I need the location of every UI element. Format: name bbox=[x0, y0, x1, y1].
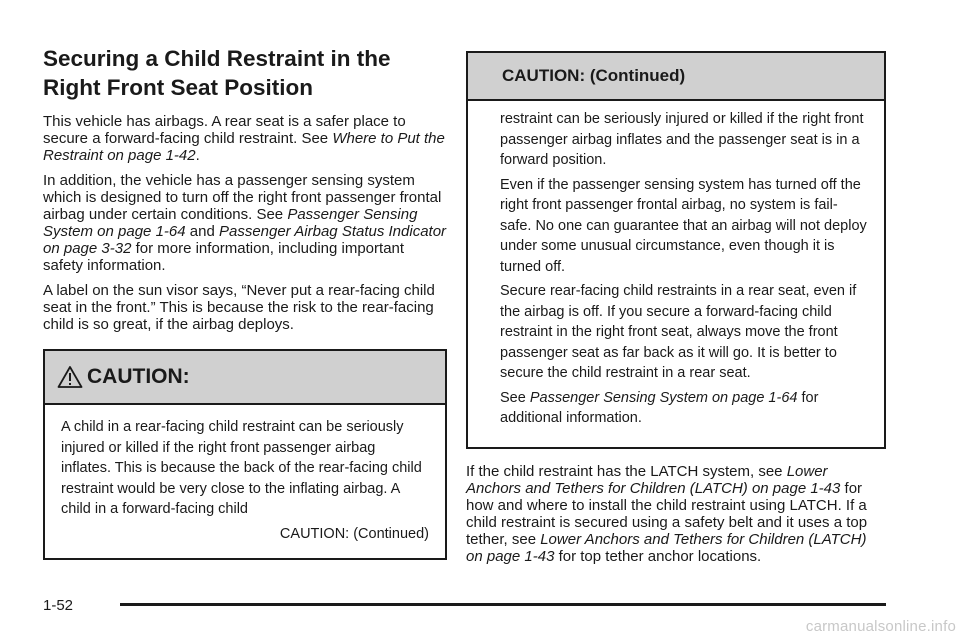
page-number: 1-52 bbox=[43, 597, 74, 614]
caution-text bbox=[500, 388, 868, 429]
caution-continued-label: CAUTION: (Continued) bbox=[279, 525, 429, 542]
cross-reference-link[interactable]: Passenger Sensing System on page 1-64 bbox=[529, 389, 798, 406]
cross-reference-link[interactable]: Passenger Sensing System on page 1-64 bbox=[43, 206, 418, 240]
paragraph-text: for top tether anchor locations. bbox=[554, 547, 762, 565]
paragraph-text: for additional information. bbox=[500, 389, 819, 426]
paragraph-text: and bbox=[185, 223, 219, 240]
right-column bbox=[466, 44, 886, 573]
caution-header bbox=[45, 351, 445, 405]
paragraph-sensing-system bbox=[43, 172, 447, 274]
paragraph-text: for how and where to install the child restraint using LATCH. If a child restraint is secured using a safety belt and it uses a top tether, see bbox=[466, 479, 868, 548]
caution-text: Secure rear-facing child restraints in a rear seat, even if the airbag is off. If you secure a forward-facing child restraint in the right front seat, always move the front passenger seat as far back as it will go. It is better to secure the child restraint in a rear seat. bbox=[500, 283, 857, 381]
paragraph-text: . bbox=[195, 147, 200, 164]
caution-continued-box bbox=[466, 51, 886, 449]
caution-header bbox=[468, 53, 884, 101]
paragraph-text: If the child restraint has the LATCH system, see bbox=[466, 462, 787, 480]
caution-box bbox=[43, 349, 447, 560]
caution-body bbox=[468, 101, 884, 447]
cross-reference-link[interactable]: Lower Anchors and Tethers for Children (LATCH) on page 1-43 bbox=[466, 530, 867, 565]
caution-body bbox=[45, 405, 445, 558]
caution-title: CAUTION: bbox=[87, 365, 190, 388]
paragraph-latch bbox=[466, 463, 886, 565]
cross-reference-link[interactable]: Passenger Airbag Status Indicator on page 3-32 bbox=[43, 223, 447, 257]
paragraph-text: This vehicle has airbags. A rear seat is a safer place to secure a forward-facing child restraint. See bbox=[43, 113, 406, 147]
cross-reference-link[interactable]: Where to Put the Restraint on page 1-42 bbox=[43, 130, 445, 164]
paragraph-rear-seat bbox=[43, 113, 447, 164]
caution-text: Even if the passenger sensing system has turned off the right front passenger frontal airbag, no system is fail-safe. No one can guarantee that an airbag will not deploy under some unusual circumstance, even though it is turned off. bbox=[500, 176, 867, 275]
page-title: Securing a Child Restraint in the Right Front Seat Position bbox=[43, 46, 391, 100]
watermark-text: carmanualsonline.info bbox=[805, 618, 956, 635]
caution-text: A child in a rear-facing child restraint can be seriously injured or killed if the right front passenger airbag inflates. This is because the back of the rear-facing child restraint would be very close to the inflating airbag. A child in a forward-facing child bbox=[61, 419, 422, 517]
caution-text: restraint can be seriously injured or killed if the right front passenger airbag inflates and the passenger seat is in a forward position. bbox=[500, 111, 864, 168]
footer-divider bbox=[120, 603, 886, 606]
warning-triangle-icon bbox=[57, 365, 83, 389]
paragraph-sun-visor: A label on the sun visor says, “Never put a rear-facing child seat in the front.” This is because the risk to the rear-facing child is so great, if the airbag deploys. bbox=[43, 282, 435, 333]
paragraph-text: See bbox=[500, 389, 530, 406]
cross-reference-link[interactable]: Lower Anchors and Tethers for Children (LATCH) on page 1-43 bbox=[466, 462, 841, 497]
left-column bbox=[43, 44, 447, 560]
caution-title: CAUTION: (Continued) bbox=[502, 66, 686, 85]
paragraph-text: In addition, the vehicle has a passenger sensing system which is designed to turn off the right front passenger frontal airbag under certain conditions. See bbox=[43, 172, 442, 223]
paragraph-text: for more information, including important safety information. bbox=[43, 240, 405, 274]
